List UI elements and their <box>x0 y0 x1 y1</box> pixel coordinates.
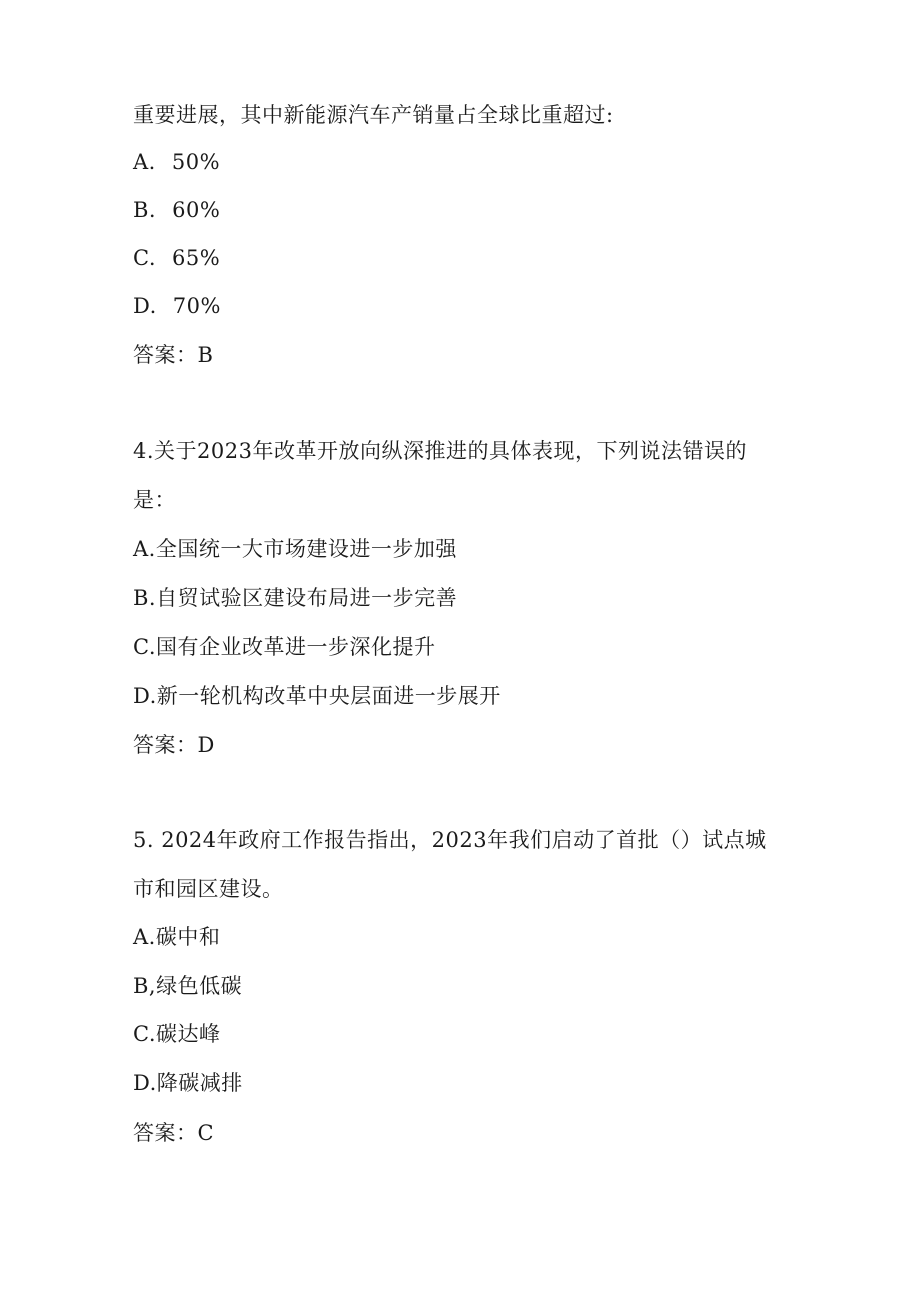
q3-option-b <box>133 197 220 223</box>
q3-option-a <box>133 149 220 175</box>
q4-answer: 答案：D <box>133 733 215 757</box>
option-letter: A. <box>133 150 156 174</box>
option-text: 65% <box>172 246 221 270</box>
option-letter: B. <box>133 198 157 222</box>
q5-option-c: C.碳达峰 <box>133 1022 221 1046</box>
option-text: 70% <box>172 294 221 318</box>
q5-stem-line1: 5. 2024年政府工作报告指出，2023年我们启动了首批（）试点城 <box>133 828 767 852</box>
q3-option-c <box>133 245 220 271</box>
option-text: 50% <box>171 150 221 174</box>
q4-option-b: B.自贸试验区建设布局进一步完善 <box>133 586 458 610</box>
q5-option-a: A.碳中和 <box>133 925 221 949</box>
q5-stem-line2: 市和园区建设。 <box>133 877 284 901</box>
q5-option-d: D.降碳减排 <box>133 1071 243 1095</box>
option-letter: D. <box>133 294 157 318</box>
q4-option-c: C.国有企业改革进一步深化提升 <box>133 635 436 659</box>
q4-option-a: A.全国统一大市场建设进一步加强 <box>133 537 457 561</box>
q4-stem-line2: 是： <box>133 488 176 512</box>
q4-stem-line1: 4.关于2023年改革开放向纵深推进的具体表现，下列说法错误的 <box>133 439 747 463</box>
q4-option-d: D.新一轮机构改革中央层面进一步展开 <box>133 684 501 708</box>
q3-option-d <box>133 293 221 319</box>
q3-answer: 答案：B <box>133 343 214 367</box>
option-letter: C. <box>133 246 156 270</box>
q5-answer: 答案：C <box>133 1121 215 1145</box>
q3-stem-tail: 重要进展，其中新能源汽车产销量占全球比重超过: <box>133 103 614 127</box>
option-text: 60% <box>172 198 221 222</box>
q5-option-b: B,绿色低碳 <box>133 974 243 998</box>
